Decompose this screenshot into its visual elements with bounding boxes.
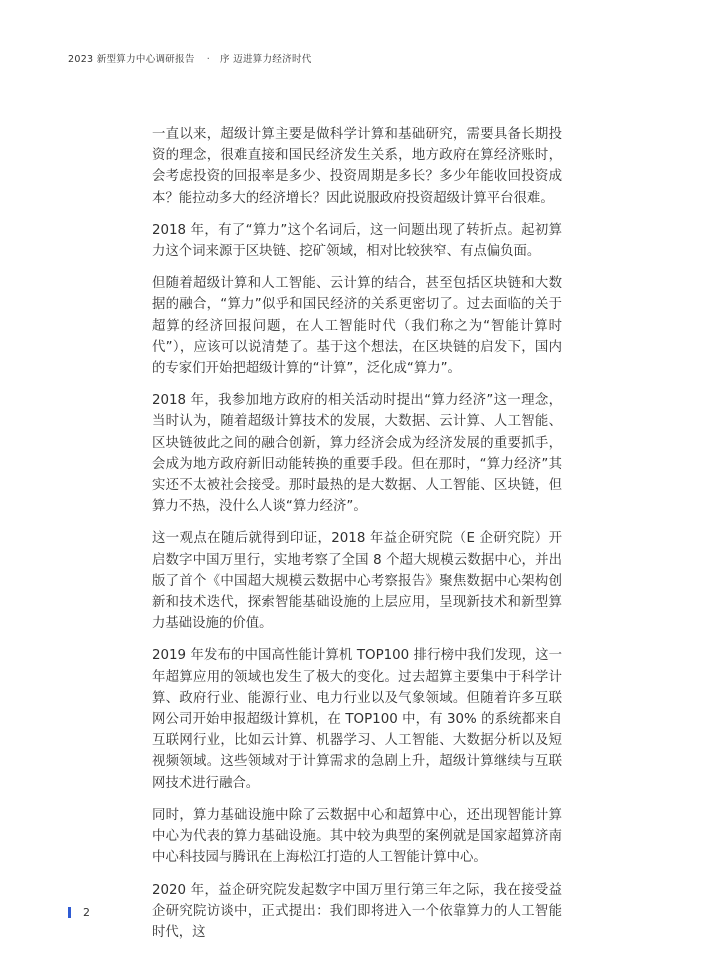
paragraph: 2018 年，有了“算力”这个名词后，这一问题出现了转折点。起初算力这个词来源于区块链、挖矿领域，相对比较狭窄、有点偏负面。 — [152, 222, 562, 260]
header-separator: · — [206, 54, 211, 65]
page-footer — [68, 906, 90, 919]
paragraph: 这一观点在随后就得到印证，2018 年益企研究院（E 企研究院）开启数字中国万里行，实地考察了全国 8 个超大规模云数据中心，并出版了首个《中国超大规模云数据中心考察报告》聚焦数据中心架构创新和技术迭代，探索智能基础设施的上层应用，呈现新技术和新型算力基础设施的价值。 — [152, 531, 562, 632]
paragraph: 2020 年，益企研究院发起数字中国万里行第三年之际，我在接受益企研究院访谈中，正式提出：我们即将进入一个依靠算力的人工智能时代，这 — [152, 882, 562, 940]
report-title: 2023 新型算力中心调研报告 — [68, 54, 195, 65]
body-text — [152, 124, 562, 954]
paragraph: 但随着超级计算和人工智能、云计算的结合，甚至包括区块链和大数据的融合，“算力”似乎和国民经济的关系更密切了。过去面临的关于超算的经济回报问题，在人工智能时代（我们称之为“智能计算时代”），应该可以说清楚了。基于这个想法，在区块链的启发下，国内的专家们开始把超级计算的“计算”，泛化成“算力”。 — [152, 276, 562, 377]
page-marker-bar — [68, 907, 71, 918]
section-title: 序 迈进算力经济时代 — [220, 54, 312, 65]
running-header — [68, 51, 312, 65]
page-number: 2 — [83, 906, 90, 919]
paragraph: 同时，算力基础设施中除了云数据中心和超算中心，还出现智能计算中心为代表的算力基础设施。其中较为典型的案例就是国家超算济南中心科技园与腾讯在上海松江打造的人工智能计算中心。 — [152, 807, 562, 866]
paragraph: 一直以来，超级计算主要是做科学计算和基础研究，需要具备长期投资的理念，很难直接和国民经济发生关系，地方政府在算经济账时，会考虑投资的回报率是多少、投资周期是多长？多少年能收回投资成本？能拉动多大的经济增长？因此说服政府投资超级计算平台很难。 — [152, 127, 562, 206]
paragraph: 2018 年，我参加地方政府的相关活动时提出“算力经济”这一理念，当时认为，随着超级计算技术的发展，大数据、云计算、人工智能、区块链彼此之间的融合创新，算力经济会成为经济发展的重要抓手，会成为地方政府新旧动能转换的重要手段。但在那时，“算力经济”其实还不太被社会接受。那时最热的是大数据、人工智能、区块链，但算力不热，没什么人谈“算力经济”。 — [152, 393, 562, 515]
paragraph: 2019 年发布的中国高性能计算机 TOP100 排行榜中我们发现，这一年超算应用的领域也发生了极大的变化。过去超算主要集中于科学计算、政府行业、能源行业、电力行业以及气象领域。但随着许多互联网公司开始申报超级计算机，在 TOP100 中，有 30% 的系统都来自互联网行业，比如云计算、机器学习、人工智能、大数据分析以及短视频领域。这些领域对于计算需求的急剧上升，超级计算继续与互联网技术进行融合。 — [152, 648, 562, 791]
